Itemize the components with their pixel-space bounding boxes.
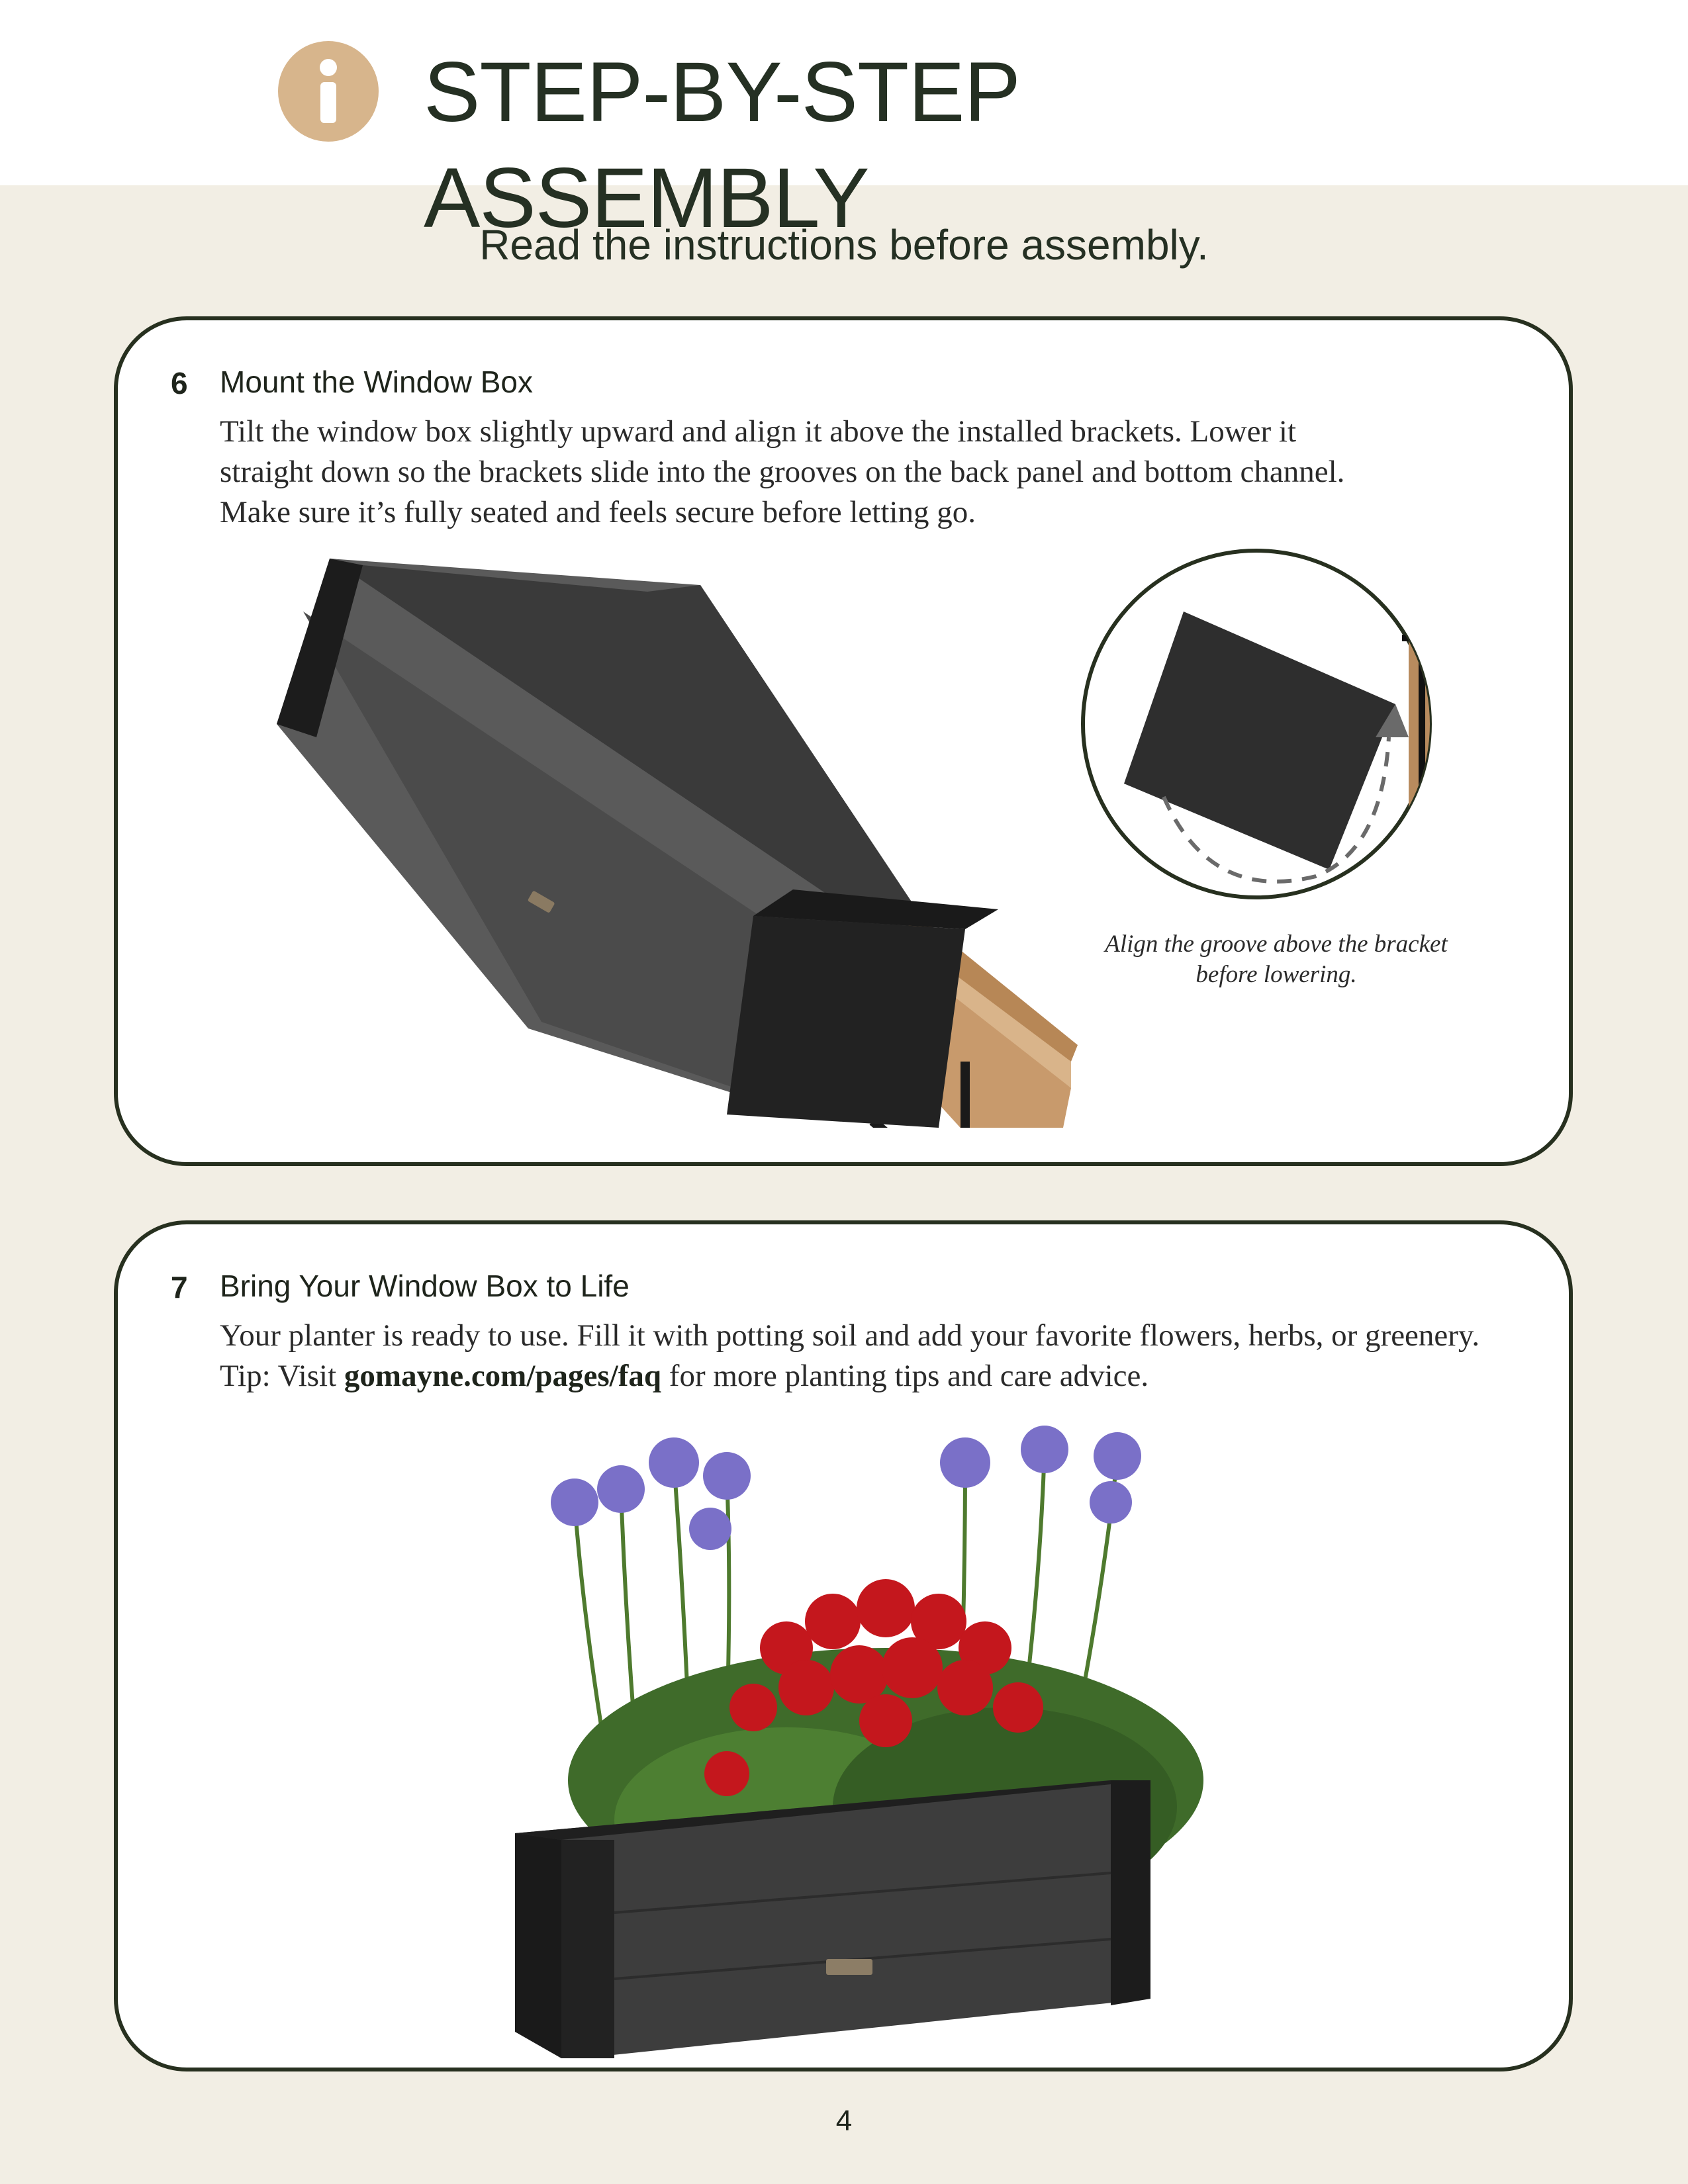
page-title: STEP-BY-STEP ASSEMBLY: [424, 45, 1019, 246]
step-card-6: [114, 316, 1573, 1166]
detail-caption: Align the groove above the bracket before lowering.: [1105, 931, 1448, 988]
step-card-7: [114, 1220, 1573, 2071]
instruction-line: Tilt the window box slightly upward and align it above the installed brackets. Lower it: [220, 414, 1297, 449]
page-subtitle: Read the instructions before assembly.: [479, 221, 1209, 269]
instruction-line: straight down so the brackets slide into the grooves on the back panel and bottom channel.: [220, 455, 1345, 489]
tip-prefix: Tip: Visit: [220, 1359, 344, 1393]
step-instructions: [220, 1316, 1544, 1396]
step-number: 6: [171, 366, 188, 400]
instruction-line: Your planter is ready to use. Fill it with potting soil and add your favorite flowers, herbs, or greenery.: [220, 1318, 1480, 1353]
step-number: 7: [171, 1270, 188, 1304]
planted-window-box-illustration: [475, 1410, 1336, 2058]
tip-suffix: for more planting tips and care advice.: [661, 1359, 1149, 1393]
page-number: 4: [835, 2105, 853, 2137]
step-instructions: [220, 412, 1544, 533]
info-icon: [278, 41, 379, 142]
instruction-line: Make sure it’s fully seated and feels secure before letting go.: [220, 495, 976, 529]
step-title: Bring Your Window Box to Life: [220, 1269, 630, 1303]
step-title: Mount the Window Box: [220, 365, 534, 399]
faq-link[interactable]: gomayne.com/pages/faq: [344, 1359, 662, 1393]
bracket-detail-illustration: [1064, 539, 1448, 909]
instruction-tip: [220, 1356, 1544, 1396]
window-box-mounting-illustration: [277, 559, 1098, 1128]
